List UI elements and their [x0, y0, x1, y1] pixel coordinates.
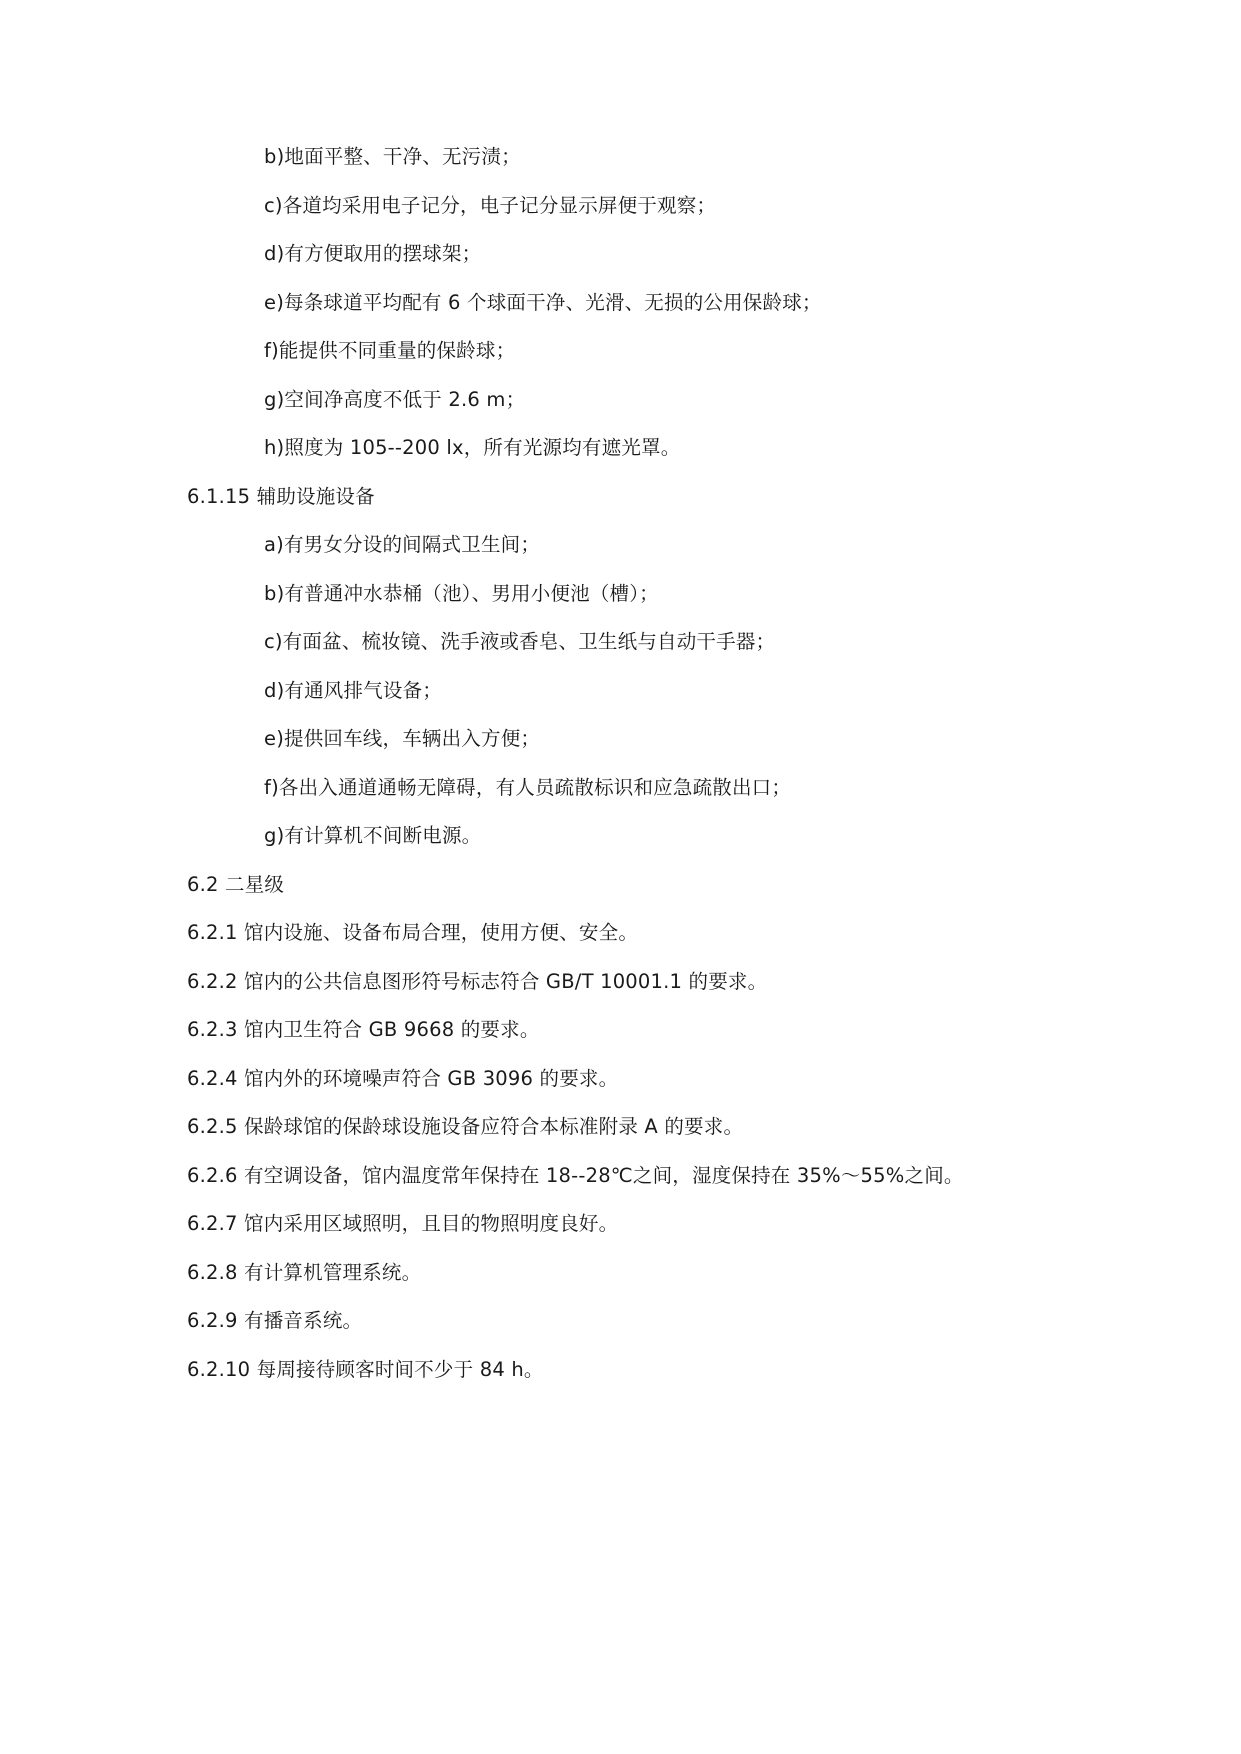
list-item: d)有方便取用的摆球架；: [264, 242, 482, 265]
clause-6-2-4: 6.2.4 馆内外的环境噪声符合 GB 3096 的要求。: [187, 1067, 619, 1090]
list-item: a)有男女分设的间隔式卫生间；: [264, 533, 541, 556]
list-item: b)地面平整、干净、无污渍；: [264, 145, 521, 168]
clause-6-2-7: 6.2.7 馆内采用区域照明，且目的物照明度良好。: [187, 1212, 619, 1235]
clause-6-2-10: 6.2.10 每周接待顾客时间不少于 84 h。: [187, 1358, 544, 1381]
list-item: b)有普通冲水恭桶（池）、男用小便池（槽）；: [264, 582, 659, 605]
clause-6-2-5: 6.2.5 保龄球馆的保龄球设施设备应符合本标准附录 A 的要求。: [187, 1115, 744, 1138]
section-heading-6-1-15: 6.1.15 辅助设施设备: [187, 485, 375, 508]
clause-6-2-8: 6.2.8 有计算机管理系统。: [187, 1261, 422, 1284]
list-item: g)空间净高度不低于 2.6 m；: [264, 388, 526, 411]
clause-6-2-9: 6.2.9 有播音系统。: [187, 1309, 363, 1332]
list-item: d)有通风排气设备；: [264, 679, 442, 702]
clause-6-2-2: 6.2.2 馆内的公共信息图形符号标志符合 GB/T 10001.1 的要求。: [187, 970, 768, 993]
list-item: e)提供回车线，车辆出入方便；: [264, 727, 541, 750]
list-item: c)各道均采用电子记分，电子记分显示屏便于观察；: [264, 194, 717, 217]
clause-6-2-1: 6.2.1 馆内设施、设备布局合理，使用方便、安全。: [187, 921, 639, 944]
list-item: f)各出入通道通畅无障碍，有人员疏散标识和应急疏散出口；: [264, 776, 792, 799]
list-item: c)有面盆、梳妆镜、洗手液或香皂、卫生纸与自动干手器；: [264, 630, 776, 653]
clause-6-2-3: 6.2.3 馆内卫生符合 GB 9668 的要求。: [187, 1018, 540, 1041]
list-item: f)能提供不同重量的保龄球；: [264, 339, 516, 362]
list-item: e)每条球道平均配有 6 个球面干净、光滑、无损的公用保龄球；: [264, 291, 822, 314]
clause-6-2-6: 6.2.6 有空调设备，馆内温度常年保持在 18--28℃之间，湿度保持在 35%～55%之间。: [187, 1164, 964, 1187]
list-item: h)照度为 105--200 lx，所有光源均有遮光罩。: [264, 436, 681, 459]
section-heading-6-2: 6.2 二星级: [187, 873, 285, 896]
list-item: g)有计算机不间断电源。: [264, 824, 482, 847]
